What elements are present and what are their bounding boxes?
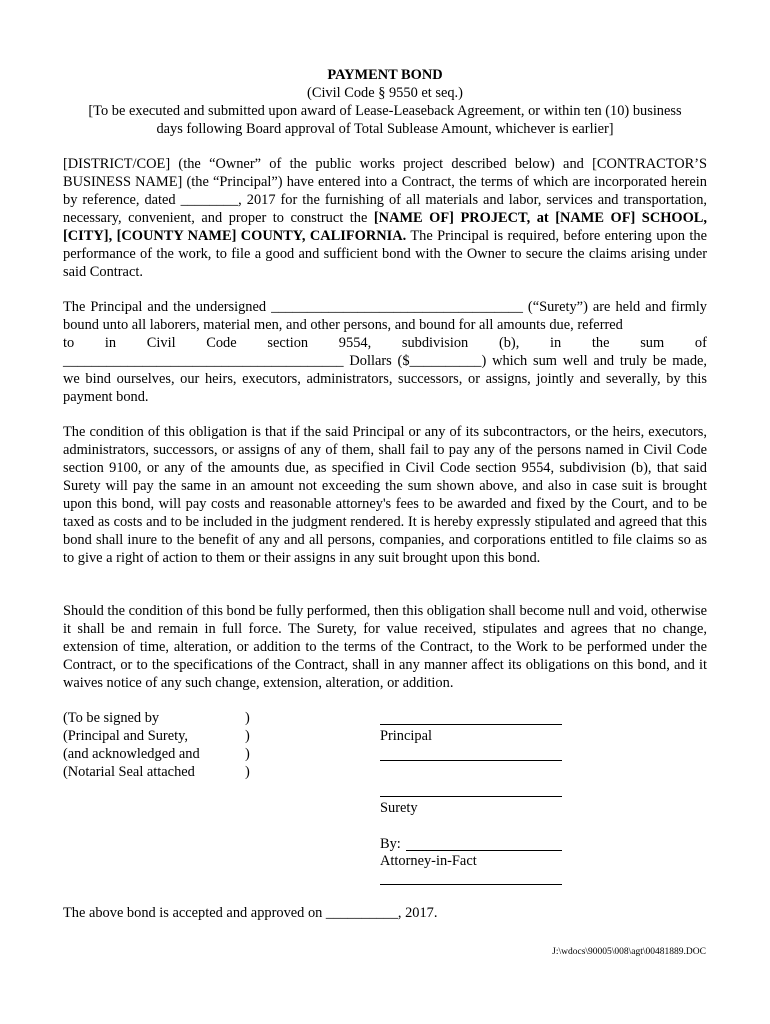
sum-line-word: of [694,335,707,351]
instruction-line-2: days following Board approval of Total Sublease Amount, whichever is earlier] [156,121,614,137]
acceptance-statement: The above bond is accepted and approved on __________, 2017. [63,905,438,921]
performance-text: Should the condition of this bond be fully performed, then this obligation shall become null and void, otherwise it shall be and remain in full force. The Surety, for value received, stipulates and agrees that no change, extension of time, alteration, or addition to the terms of the Contract, to the Work to be performed under the Contract, or to the specifications of the Contract, shall in any manner affect its obligations on this bond, and it waives notice of any such change, extension, alteration, or addition. [63,603,707,691]
sum-line-word: in [550,335,562,351]
document-reference: J:\wdocs\90005\008\agt\00481889.DOC [552,947,706,957]
sum-line-word: section [267,335,309,351]
surety-label: Surety [380,800,418,816]
principal-label: Principal [380,728,432,744]
surety-sum-line [63,334,707,352]
signing-note-line: (Principal and Surety, [63,728,188,744]
principal-title-line[interactable] [380,760,562,761]
attorney-label: Attorney-in-Fact [380,853,477,869]
bracket: ) [245,764,250,780]
signing-note-line: (and acknowledged and [63,746,200,762]
surety-text-line1: The Principal and the undersigned ___________________________________ (“Surety”) are held and firmly bound unto all laborers, material men, and other persons, and bound for all amounts due, referred [63,299,707,333]
sum-line-word: to [63,335,75,351]
condition-text: The condition of this obligation is that if the said Principal or any of its subcontractors, or the heirs, executors, administrators, successors, or assigns of any of them, shall fail to pay any of the persons named in Civil Code section 9100, or any of the amounts due, as specified in Civil Code section 9554, subdivision (b), that said Surety will pay the same in an amount not exceeding the sum shown above, and also in case suit is brought upon this bond, will pay costs and reasonable attorney's fees to be awarded and fixed by the Court, and to be taxed as costs and to be included in the judgment rendered. It is hereby expressly stipulated and agreed that this bond shall inure to the benefit of any and all persons, companies, and corporations entitled to file claims so as to give a right of action to them or their assigns in any suit brought upon this bond. [63,424,707,566]
principal-signature-line[interactable] [380,724,562,725]
sum-line-word: subdivision [401,335,469,351]
sum-line-word: in [104,335,117,351]
attorney-signature-line[interactable] [406,850,562,851]
document-title: PAYMENT BOND [327,67,443,83]
performance-paragraph [63,602,707,692]
signing-note-line: (To be signed by [63,710,160,726]
instruction-line-1: [To be executed and submitted upon award of Lease-Leaseback Agreement, or within ten (10) business [88,103,682,119]
by-label: By: [380,836,401,852]
parties-paragraph [63,155,707,281]
bracket: ) [245,710,250,726]
bracket: ) [245,746,250,762]
signing-note-line: (Notarial Seal attached [63,764,195,780]
project-name-bold: [NAME OF] PROJECT, at [NAME OF] SCHOOL, [CITY], [COUNTY NAME] COUNTY, CALIFORNIA. [63,210,707,244]
sum-line-word: 9554, [338,335,372,351]
surety-signature-line[interactable] [380,796,562,797]
sum-line-word: Civil [146,335,176,351]
bracket: ) [245,728,250,744]
sum-line-word: sum [640,335,665,351]
signing-instructions [63,709,250,781]
parties-text-end: The Principal is required, before entering upon the performance of the work, to file a good and sufficient bond with the Owner to secure the claims arising under said Contract. [63,228,708,280]
document-subtitle: (Civil Code § 9550 et seq.) [307,85,463,101]
surety-paragraph [63,298,707,406]
condition-paragraph [63,423,707,567]
surety-text-rest: _______________________________________ Dollars ($__________) which sum well and truly be made, we bind ourselves, our heirs, executors, administrators, successors, or assigns, jointly and severally, by this payment bond. [63,353,707,405]
sum-line-word: the [591,335,610,351]
bond-header [0,66,770,138]
sum-line-word: (b), [498,335,520,351]
sum-line-word: Code [206,335,237,351]
attorney-title-line[interactable] [380,884,562,885]
parties-text-start: [DISTRICT/COE] (the “Owner” of the public works project described below) and [CONTRACTOR’S BUSINESS NAME] (the “Principal”) have entered into a Contract, the terms of which are incorporated herein by reference, dated ________, 2017 for the furnishing of all materials and labor, services and transportation, necessary, convenient, and proper to construct the [63,156,707,226]
